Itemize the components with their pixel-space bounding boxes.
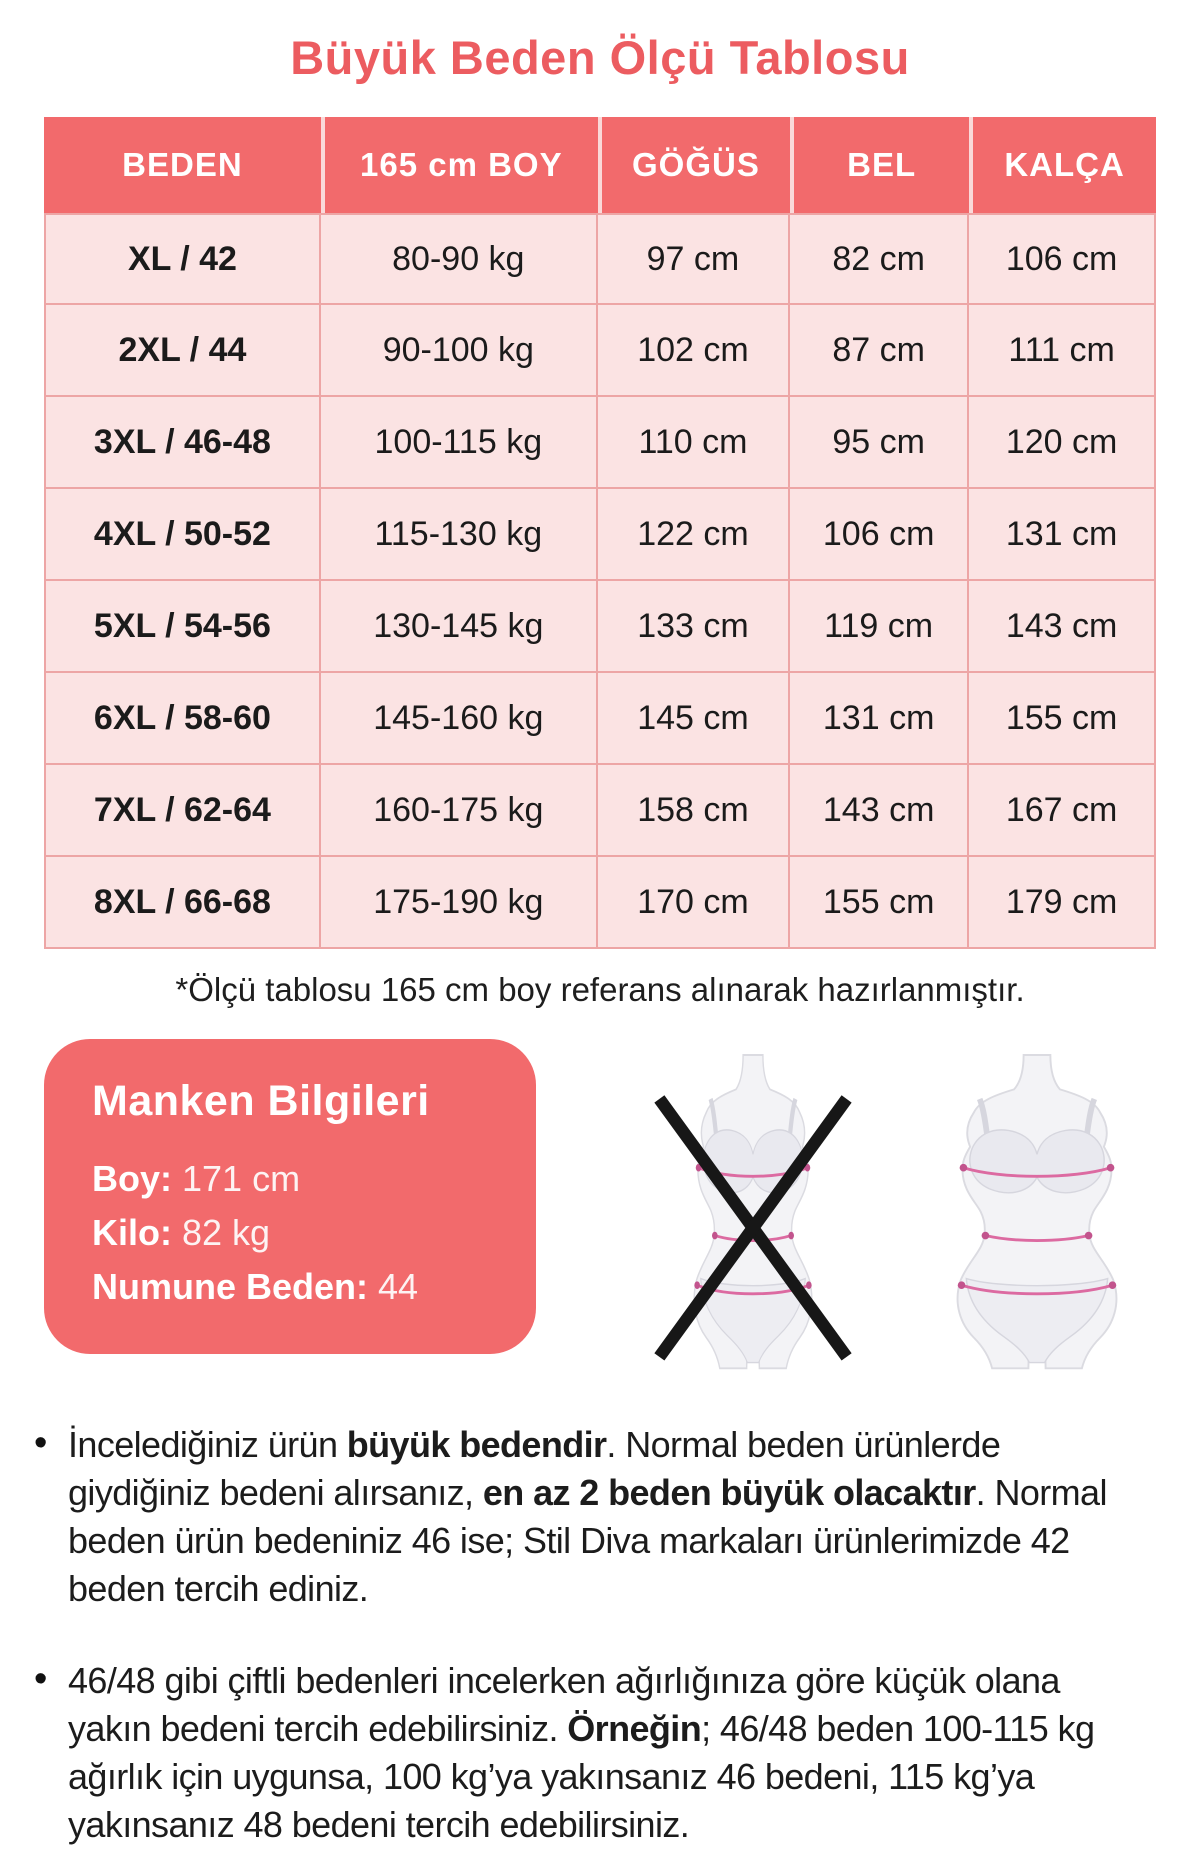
hip-cell: 155 cm xyxy=(969,673,1156,765)
hip-cell: 120 cm xyxy=(969,397,1156,489)
size-cell: 2XL / 44 xyxy=(44,305,321,397)
size-table-container xyxy=(44,117,1156,949)
model-weight-value: 82 kg xyxy=(182,1212,271,1253)
column-header-gogus: GÖĞÜS xyxy=(598,117,790,213)
waist-cell: 155 cm xyxy=(790,857,969,949)
waist-cell: 95 cm xyxy=(790,397,969,489)
note-text: . Normal beden ürünlerde giydiğiniz bedeni alırsanız, xyxy=(68,1424,1001,1513)
table-row xyxy=(44,489,1156,581)
note-text: ; 46/48 beden 100-115 kg ağırlık için uygunsa, 100 kg’ya yakınsanız 46 bedeni, 115 kg’ya yakınsanız 48 bedeni tercih edebilirsiniz. xyxy=(68,1708,1095,1845)
size-cell: 6XL / 58-60 xyxy=(44,673,321,765)
size-cell: 3XL / 46-48 xyxy=(44,397,321,489)
chest-cell: 170 cm xyxy=(598,857,790,949)
model-sample-size-row: Numune Beden: 44 xyxy=(92,1266,419,1307)
hip-cell: 143 cm xyxy=(969,581,1156,673)
waist-cell: 82 cm xyxy=(790,213,969,305)
column-header-kalca: KALÇA xyxy=(969,117,1156,213)
chest-cell: 110 cm xyxy=(598,397,790,489)
weight-cell: 115-130 kg xyxy=(321,489,598,581)
slim-figure-body xyxy=(694,1055,812,1368)
header-row xyxy=(44,117,1156,213)
model-height-value: 171 cm xyxy=(182,1158,301,1199)
weight-cell: 80-90 kg xyxy=(321,213,598,305)
model-height-label: Boy xyxy=(92,1158,161,1199)
table-row xyxy=(44,581,1156,673)
weight-cell: 145-160 kg xyxy=(321,673,598,765)
table-row xyxy=(44,305,1156,397)
table-row xyxy=(44,397,1156,489)
waist-cell: 87 cm xyxy=(790,305,969,397)
note-text: İncelediğiniz ürün xyxy=(68,1424,347,1465)
model-weight-row: Kilo: 82 kg xyxy=(92,1212,271,1253)
hip-cell: 179 cm xyxy=(969,857,1156,949)
table-row xyxy=(44,673,1156,765)
bullet-icon: • xyxy=(34,1422,47,1464)
chest-cell: 122 cm xyxy=(598,489,790,581)
note-text-bold: en az 2 beden büyük olacaktır xyxy=(482,1472,976,1513)
size-cell: 5XL / 54-56 xyxy=(44,581,321,673)
waist-cell: 131 cm xyxy=(790,673,969,765)
weight-cell: 100-115 kg xyxy=(321,397,598,489)
note-item xyxy=(34,1421,1134,1613)
chest-cell: 102 cm xyxy=(598,305,790,397)
table-row xyxy=(44,765,1156,857)
size-cell: XL / 42 xyxy=(44,213,321,305)
model-weight-label: Kilo xyxy=(92,1212,160,1253)
notes-list xyxy=(34,1421,1134,1849)
model-info-card xyxy=(44,1039,536,1354)
waist-cell: 106 cm xyxy=(790,489,969,581)
hip-cell: 167 cm xyxy=(969,765,1156,857)
weight-cell: 175-190 kg xyxy=(321,857,598,949)
bullet-icon: • xyxy=(34,1658,47,1700)
column-header-beden: BEDEN xyxy=(44,117,321,213)
waist-cell: 143 cm xyxy=(790,765,969,857)
hip-cell: 131 cm xyxy=(969,489,1156,581)
weight-cell: 160-175 kg xyxy=(321,765,598,857)
size-cell: 4XL / 50-52 xyxy=(44,489,321,581)
chest-cell: 158 cm xyxy=(598,765,790,857)
page-title: Büyük Beden Ölçü Tablosu xyxy=(290,31,910,84)
crossed-out-slim-figure-icon xyxy=(640,1055,866,1375)
weight-cell: 130-145 kg xyxy=(321,581,598,673)
table-footnote: *Ölçü tablosu 165 cm boy referans alınarak hazırlanmıştır. xyxy=(175,971,1025,1008)
note-text: . Normal beden ürün bedeniniz 46 ise; Stil Diva markaları ürünlerimizde 42 beden tercih ediniz. xyxy=(68,1472,1107,1609)
size-cell: 8XL / 66-68 xyxy=(44,857,321,949)
chest-cell: 133 cm xyxy=(598,581,790,673)
waist-cell: 119 cm xyxy=(790,581,969,673)
size-guide-page xyxy=(0,30,1200,1845)
plus-figure-body xyxy=(958,1055,1117,1368)
hip-cell: 111 cm xyxy=(969,305,1156,397)
note-item xyxy=(34,1657,1134,1849)
size-cell: 7XL / 62-64 xyxy=(44,765,321,857)
size-table xyxy=(44,117,1156,949)
model-sample-size-value: 44 xyxy=(378,1266,419,1307)
chest-cell: 145 cm xyxy=(598,673,790,765)
model-sample-size-label: Numune Beden xyxy=(92,1266,357,1307)
column-header-bel: BEL xyxy=(790,117,969,213)
model-height-row: Boy: 171 cm xyxy=(92,1158,301,1199)
model-info-section xyxy=(44,1039,1156,1375)
table-row xyxy=(44,857,1156,949)
note-text-bold: büyük bedendir xyxy=(346,1424,607,1465)
plus-size-figure-icon xyxy=(924,1055,1150,1375)
note-text-bold: Örneğin xyxy=(567,1708,702,1749)
table-row xyxy=(44,213,1156,305)
model-info-title: Manken Bilgileri xyxy=(92,1077,430,1125)
weight-cell: 90-100 kg xyxy=(321,305,598,397)
note-text: 46/48 gibi çiftli bedenleri incelerken ağırlığınıza göre küçük olana yakın bedeni tercih edebilirsiniz. xyxy=(68,1660,1060,1749)
column-header-boy: 165 cm BOY xyxy=(321,117,598,213)
hip-cell: 106 cm xyxy=(969,213,1156,305)
measurement-figures xyxy=(536,1039,1156,1375)
chest-cell: 97 cm xyxy=(598,213,790,305)
